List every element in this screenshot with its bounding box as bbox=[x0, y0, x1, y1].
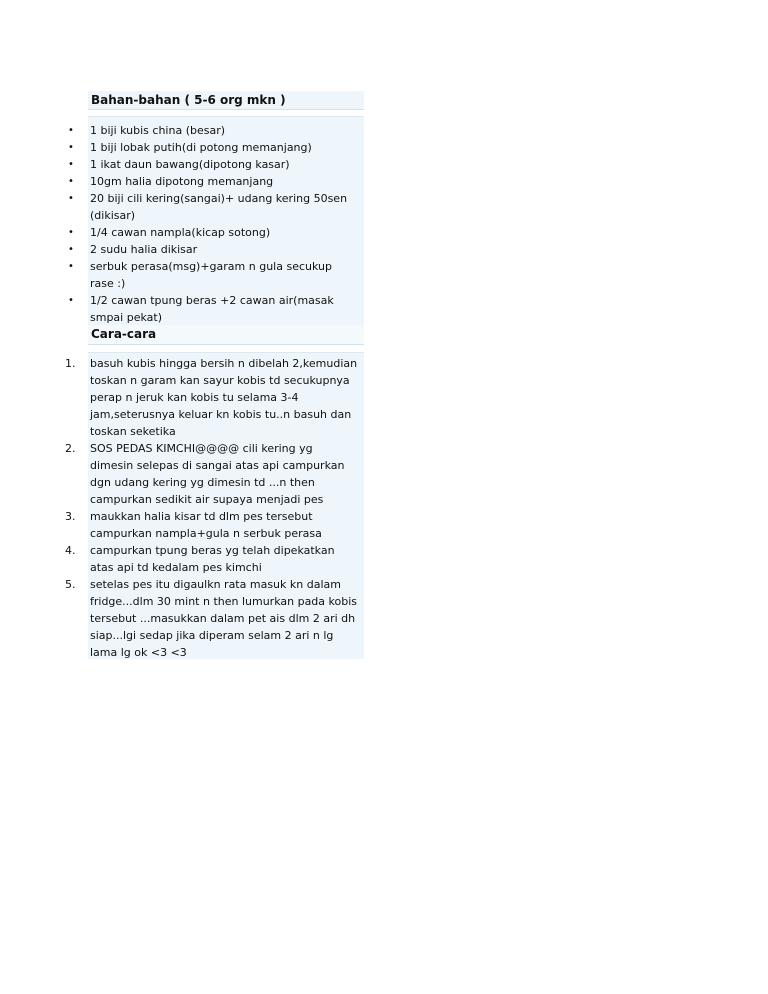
ingredient-text: 10gm halia dipotong memanjang bbox=[90, 175, 274, 188]
ingredient-item bbox=[0, 224, 362, 241]
ingredient-text: 1 biji lobak putih(di potong memanjang) bbox=[90, 141, 312, 154]
ingredient-text: 20 biji cili kering(sangai)+ udang kering 50sen (dikisar) bbox=[90, 192, 348, 222]
ingredient-text: 1/2 cawan tpung beras +2 cawan air(masak smpai pekat) bbox=[90, 294, 334, 324]
ingredient-text: serbuk perasa(msg)+garam n gula secukup rase :) bbox=[90, 260, 332, 290]
ingredient-item bbox=[0, 139, 362, 156]
bullet-icon: • bbox=[68, 261, 74, 272]
step-text: SOS PEDAS KIMCHI@@@@ cili kering yg dimesin selepas di sangai atas api campurkan dgn udang kering yg dimesin td ...n then campurkan sedikit air supaya menjadi pes bbox=[90, 442, 345, 506]
ingredient-text: 1/4 cawan nampla(kicap sotong) bbox=[90, 226, 271, 239]
ingredient-item bbox=[0, 156, 362, 173]
step-item bbox=[0, 508, 362, 542]
step-text: campurkan tpung beras yg telah dipekatkan atas api td kedalam pes kimchi bbox=[90, 544, 335, 574]
ingredient-item bbox=[0, 173, 362, 190]
bullet-icon: • bbox=[68, 125, 74, 136]
step-text: maukkan halia kisar td dlm pes tersebut campurkan nampla+gula n serbuk perasa bbox=[90, 510, 322, 540]
ingredient-item bbox=[0, 122, 362, 139]
bullet-icon: • bbox=[68, 227, 74, 238]
steps-list bbox=[0, 355, 362, 661]
ingredients-heading: Bahan-bahan ( 5-6 org mkn ) bbox=[88, 91, 364, 110]
ingredient-text: 2 sudu halia dikisar bbox=[90, 243, 198, 256]
bullet-icon: • bbox=[68, 295, 74, 306]
step-number: 4. bbox=[65, 544, 76, 557]
step-item bbox=[0, 355, 362, 440]
ingredient-text: 1 biji kubis china (besar) bbox=[90, 124, 226, 137]
step-text: basuh kubis hingga bersih n dibelah 2,kemudian toskan n garam kan sayur kobis td secukupnya perap n jeruk kan kobis tu selama 3-4 jam,seterusnya keluar kn kobis tu..n basuh dan toskan seketika bbox=[90, 357, 358, 438]
step-item bbox=[0, 542, 362, 576]
step-number: 2. bbox=[65, 442, 76, 455]
ingredient-item bbox=[0, 292, 362, 326]
step-number: 3. bbox=[65, 510, 76, 523]
step-text: setelas pes itu digaulkn rata masuk kn dalam fridge...dlm 30 mint n then lumurkan pada kobis tersebut ...masukkan dalam pet ais dlm 2 ari dh siap...lgi sedap jika diperam selam 2 ari n lg lama lg ok <3 <3 bbox=[90, 578, 358, 659]
step-item bbox=[0, 440, 362, 508]
bullet-icon: • bbox=[68, 142, 74, 153]
ingredient-item bbox=[0, 190, 362, 224]
ingredient-item bbox=[0, 241, 362, 258]
steps-heading: Cara-cara bbox=[88, 325, 364, 345]
ingredients-list bbox=[0, 122, 362, 326]
bullet-icon: • bbox=[68, 244, 74, 255]
ingredient-text: 1 ikat daun bawang(dipotong kasar) bbox=[90, 158, 290, 171]
step-number: 1. bbox=[65, 357, 76, 370]
bullet-icon: • bbox=[68, 159, 74, 170]
bullet-icon: • bbox=[68, 176, 74, 187]
step-number: 5. bbox=[65, 578, 76, 591]
bullet-icon: • bbox=[68, 193, 74, 204]
ingredient-item bbox=[0, 258, 362, 292]
step-item bbox=[0, 576, 362, 661]
